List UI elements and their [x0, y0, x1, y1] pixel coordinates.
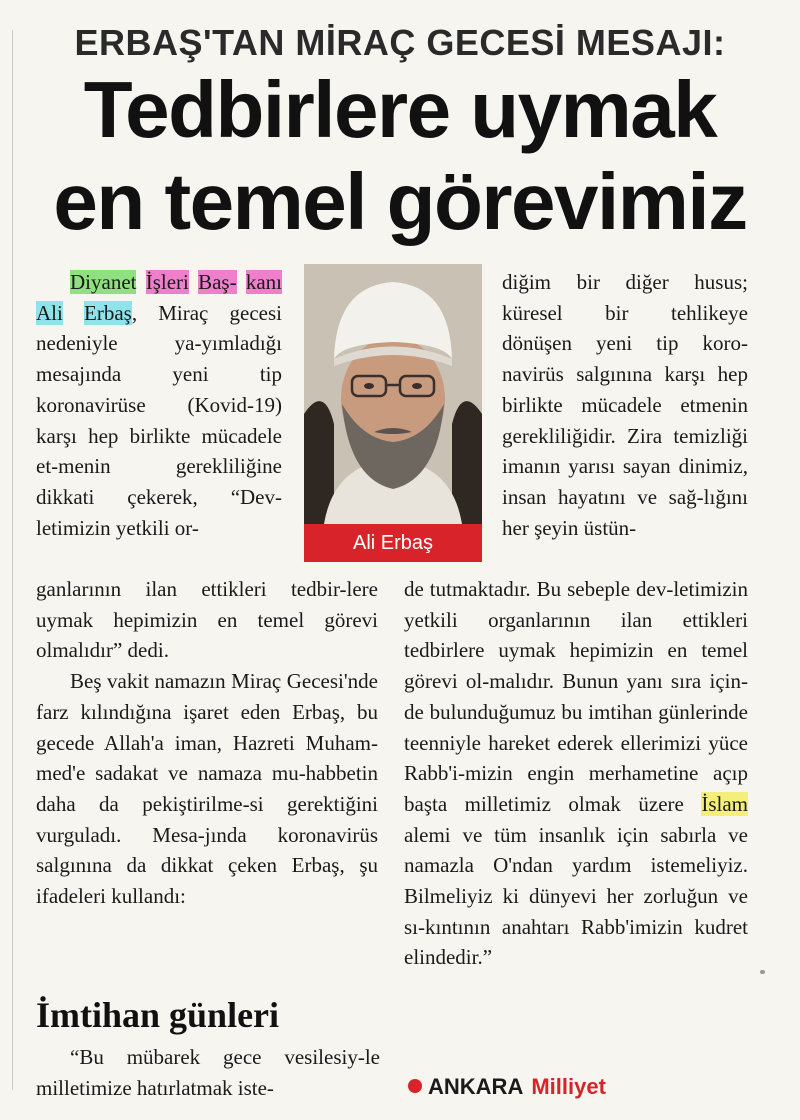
lead-continuation: ganlarının ilan ettikleri tedbir-lere uymak hepimizin en temel görevi olmalıdır” dedi.: [36, 577, 378, 663]
headline: [0, 64, 800, 248]
print-speck: [760, 970, 765, 974]
byline-city: ANKARA: [428, 1074, 524, 1099]
right-text-body: [404, 574, 748, 973]
highlight-word: Diyanet: [70, 270, 137, 294]
headline-line-2: en temel görevimiz: [53, 157, 747, 246]
left-column-body: [36, 574, 378, 912]
highlight-word: Ali: [36, 300, 63, 325]
quote-start: [36, 1042, 380, 1103]
portrait-illustration: [304, 264, 482, 524]
right-column-top: [502, 267, 748, 543]
right-column-body: [404, 574, 748, 973]
right-text-part-2: alemi ve tüm insanlık için sabırla ve namazla O'ndan yardım istemeliyiz. Bilmeliyiz ki dünyevi her zorluğun ve sı-kıntının anahtarı Rabb'imizin kudret elindedir.”: [404, 822, 748, 970]
kicker: ERBAŞ'TAN MİRAÇ GECESİ MESAJI:: [74, 22, 726, 63]
lead-paragraph-top: [36, 267, 282, 543]
highlight-word: İslam: [701, 791, 748, 816]
bullet-dot-icon: [408, 1079, 422, 1093]
photo-caption: Ali Erbaş: [304, 524, 482, 562]
headline-line-1: Tedbirlere uymak: [83, 65, 717, 154]
lead-text: [36, 267, 282, 543]
lead-body: , Miraç gecesi nedeniyle ya-yımladığı mesajında yeni tip koronavirüse (Kovid-19) karşı hep birlikte mücadele et-menin gerekliliğine dikkati çekerek, “Dev-letimizin yetkili or-: [36, 300, 282, 540]
portrait-photo: [304, 264, 482, 524]
right-text-top: diğim bir diğer husus; küresel bir tehlikeye dönüşen yeni tip koro-navirüs salgınına karşı hep birlikte mücadele etmenin gerekliliğidir. Zira temizliği imanın yarısı sayan dinimiz, insan hayatını ve sağ-lığını her şeyin üstün-: [502, 270, 748, 540]
newspaper-brand: Milliyet: [531, 1074, 606, 1099]
highlight-word: kanı: [245, 270, 282, 294]
highlight-word: İşleri: [145, 270, 189, 294]
highlight-word: Baş-: [198, 270, 237, 294]
paragraph-2: Beş vakit namazın Miraç Gecesi'nde farz kılındığına işaret eden Erbaş, bu gecede Allah'a iman, Hazreti Muham-med'e sadakat ve namaza mu-habbetin daha da pekiştirilme-si gerektiğini vurguladı. Mesa-jında koronavirüs salgınına da dikkat çeken Erbaş, şu ifadeleri kullandı:: [36, 669, 378, 909]
subheading: İmtihan günleri: [36, 995, 280, 1035]
quote-text: “Bu mübarek gece vesilesiy-le milletimize hatırlatmak iste-: [36, 1045, 380, 1100]
right-text-part-1: de tutmaktadır. Bu sebeple dev-letimizin yetkili organlarının ilan ettikleri tedbirlere uymak hepimizin en temel görevi ol-malıdır. Bunun yanı sıra için-de bulunduğumuz bu imtihan günlerinde teenniyle hareket ederek ellerimizi yüce Rabb'i-mizin engin merhametine açıp başta milletimiz olmak üzere: [404, 577, 748, 816]
byline: [408, 1074, 606, 1100]
highlight-word: Erbaş: [84, 300, 132, 325]
